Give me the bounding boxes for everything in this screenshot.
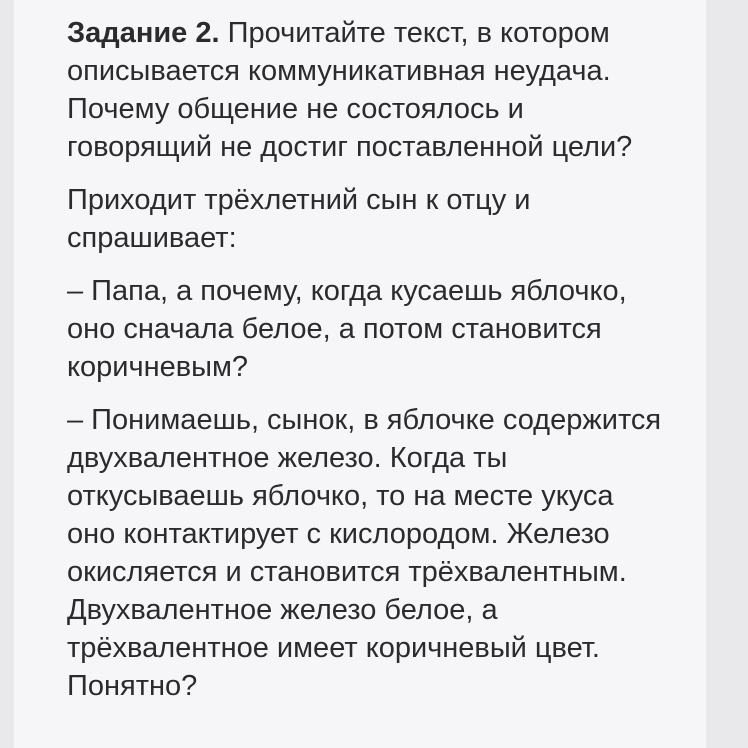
story-paragraph-intro <box>67 181 702 257</box>
story-line: Понятно? <box>67 670 198 702</box>
story-line: двухвалентное железо. Когда ты <box>67 442 508 474</box>
story-line: коричневым? <box>67 351 249 383</box>
task-paragraph <box>67 14 702 166</box>
task-line: говорящий не достиг поставленной цели? <box>67 131 633 163</box>
story-line: окисляется и становится трёхвалентным. <box>67 556 627 588</box>
document-content <box>67 14 702 705</box>
story-paragraph-answer <box>67 401 702 705</box>
story-line: – Папа, а почему, когда кусаешь яблочко, <box>67 275 627 307</box>
task-line <box>67 14 702 52</box>
story-line: трёхвалентное имеет коричневый цвет. <box>67 632 600 664</box>
story-line: – Понимаешь, сынок, в яблочке содержится <box>67 404 662 436</box>
task-line: описывается коммуникативная неудача. <box>67 55 611 87</box>
story-line: откусываешь яблочко, то на месте укуса <box>67 480 614 512</box>
task-text: Прочитайте текст, в котором <box>219 17 610 49</box>
story-line: оно сначала белое, а потом становится <box>67 313 602 345</box>
document-page <box>14 0 706 748</box>
story-line: оно контактирует с кислородом. Железо <box>67 518 610 550</box>
task-label: Задание 2. <box>67 17 220 49</box>
story-line: спрашивает: <box>67 222 237 254</box>
task-line: Почему общение не состоялось и <box>67 93 524 125</box>
story-line: Приходит трёхлетний сын к отцу и <box>67 184 531 216</box>
story-paragraph-question <box>67 272 702 386</box>
story-line: Двухвалентное железо белое, а <box>67 594 498 626</box>
